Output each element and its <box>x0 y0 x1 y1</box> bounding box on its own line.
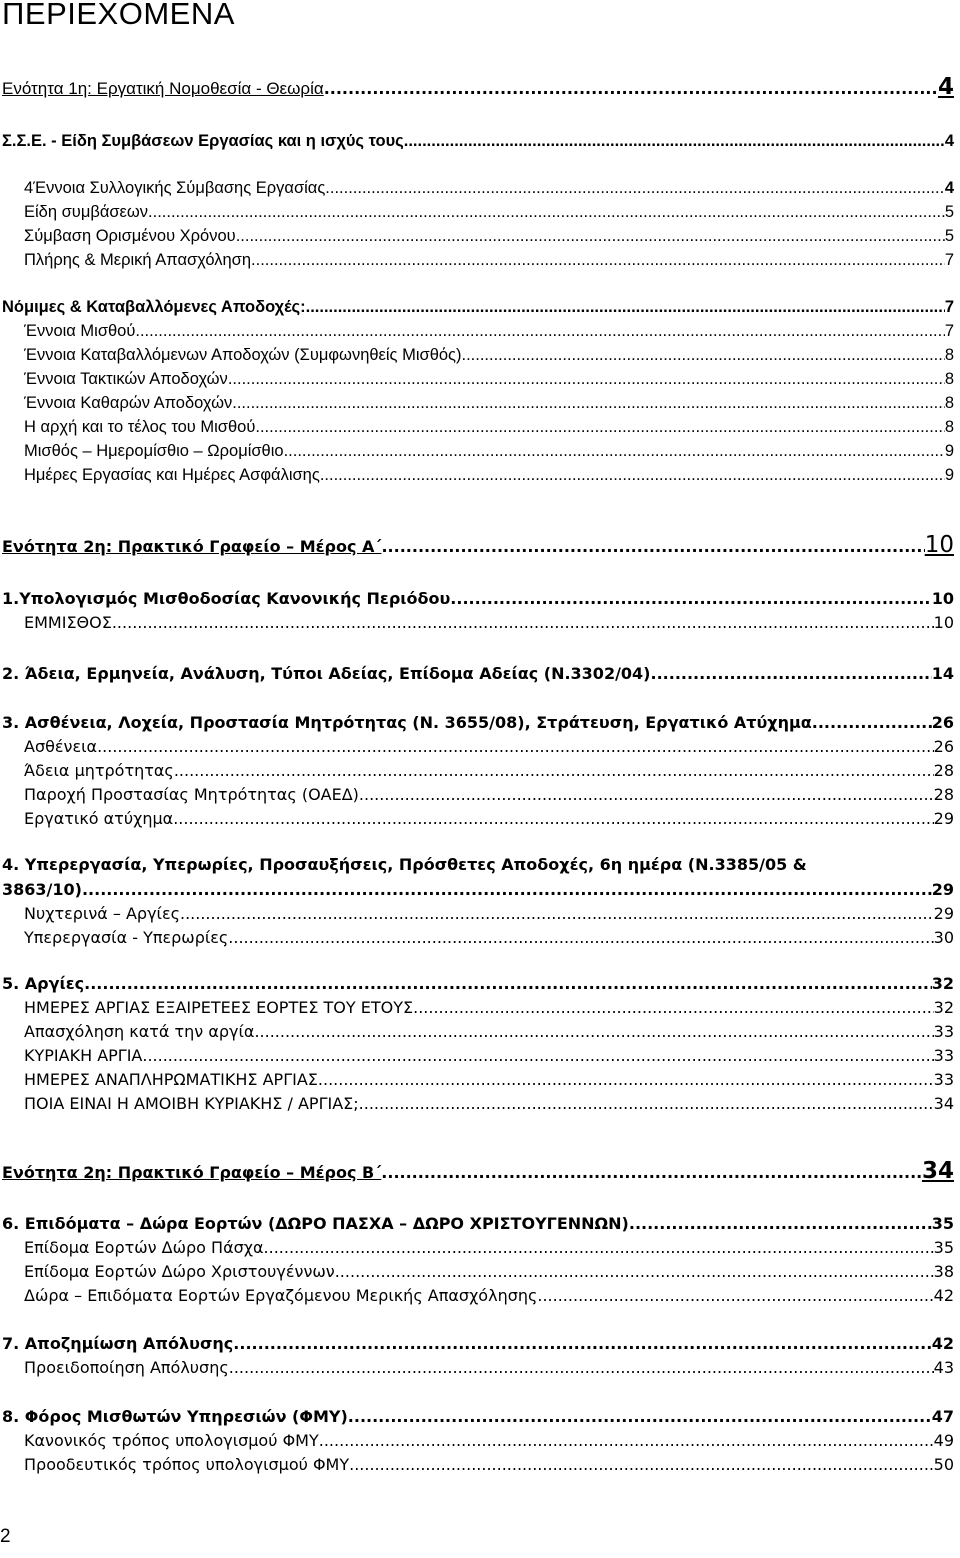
toc-entry-label: Νόμιμες & Καταβαλλόμενες Αποδοχές: <box>2 298 306 316</box>
toc-entry-subsection[interactable] <box>24 322 954 341</box>
toc-entry-label: Επίδομα Εορτών Δώρο Χριστουγέννων <box>24 1262 335 1281</box>
toc-entry-page: 33 <box>933 1070 954 1089</box>
toc-entry-label: Έννοια Μισθού <box>24 322 136 340</box>
toc-entry-label: Προοδευτικός τρόπος υπολογισμού ΦΜΥ <box>24 1455 350 1474</box>
toc-entry-page: 9 <box>944 466 954 484</box>
toc-entry-section[interactable] <box>2 1334 954 1353</box>
toc-entry-label: Ασθένεια <box>24 737 98 756</box>
toc-leader-dots <box>450 589 931 608</box>
toc-entry-label: 6. Επιδόματα – Δώρα Εορτών (ΔΩΡΟ ΠΑΣΧΑ – ΔΩΡΟ ΧΡΙΣΤΟΥΓΕΝΝΩΝ) <box>2 1214 629 1233</box>
toc-entry-subsection[interactable] <box>24 1094 954 1113</box>
toc-entry-page: 28 <box>933 761 954 780</box>
toc-entry-page: 8 <box>944 394 954 412</box>
toc-entry-subsection[interactable] <box>24 998 954 1017</box>
toc-entry-page: 35 <box>931 1214 954 1233</box>
toc-entry-label: Σ.Σ.Ε. - Είδη Συμβάσεων Εργασίας και η ισχύς τους <box>2 132 404 150</box>
toc-leader-dots <box>462 346 945 365</box>
toc-entry-page: 10 <box>933 613 954 632</box>
toc-leader-dots <box>319 1431 934 1450</box>
toc-entry-section[interactable] <box>2 589 954 608</box>
toc-entry-unit-1[interactable] <box>2 74 954 100</box>
toc-entry-subsection[interactable] <box>24 227 954 246</box>
toc-entry-page: 42 <box>933 1286 954 1305</box>
toc-entry-page: 26 <box>933 737 954 756</box>
toc-entry-page: 7 <box>944 322 954 340</box>
toc-entry-page: 5 <box>944 203 954 221</box>
toc-entry-label: Έννοια Τακτικών Αποδοχών <box>24 370 228 388</box>
toc-entry-page: 38 <box>933 1262 954 1281</box>
toc-entry-subsection[interactable] <box>24 1262 954 1281</box>
toc-entry-label: 2. Άδεια, Ερμηνεία, Ανάλυση, Τύποι Αδείας, Επίδομα Αδείας (Ν.3302/04) <box>2 664 651 683</box>
toc-entry-page: 4 <box>937 74 954 100</box>
toc-entry-subsection[interactable] <box>24 179 954 198</box>
toc-entry-subsection[interactable] <box>24 251 954 270</box>
toc-entry-label: Εργατικό ατύχημα <box>24 809 174 828</box>
toc-entry-label: 7. Αποζημίωση Απόλυσης <box>2 1334 234 1353</box>
toc-entry-subsection[interactable] <box>24 1455 954 1474</box>
toc-entry-subsection[interactable] <box>24 1070 954 1089</box>
toc-entry-page: 8 <box>944 418 954 436</box>
toc-leader-dots <box>264 1238 934 1257</box>
toc-entry-page: 49 <box>933 1431 954 1450</box>
toc-leader-dots <box>254 1022 933 1041</box>
toc-entry-label: ΗΜΕΡΕΣ ΑΝΑΠΛΗΡΩΜΑΤΙΚΗΣ ΑΡΓΙΑΣ <box>24 1070 318 1089</box>
toc-entry-label: Υπερεργασία - Υπερωρίες <box>24 928 229 947</box>
toc-entry-label: Ημέρες Εργασίας και Ημέρες Ασφάλισης <box>24 466 320 484</box>
toc-entry-label: Απασχόληση κατά την αργία <box>24 1022 255 1041</box>
toc-entry-subsection[interactable] <box>24 1046 954 1065</box>
toc-entry-subsection[interactable] <box>24 1431 954 1450</box>
toc-entry-section[interactable] <box>2 298 954 317</box>
toc-entry-label: Είδη συμβάσεων <box>24 203 149 221</box>
toc-entry-label: Ενότητα 2η: Πρακτικό Γραφείο – Μέρος Α΄ <box>2 537 382 556</box>
toc-leader-dots <box>812 713 932 732</box>
toc-entry-page: 7 <box>944 251 954 269</box>
toc-entry-page: 47 <box>931 1407 954 1426</box>
toc-leader-dots <box>135 322 944 341</box>
toc-entry-page: 14 <box>931 664 954 683</box>
toc-leader-dots <box>413 998 934 1017</box>
toc-leader-dots <box>236 227 945 246</box>
toc-entry-page: 33 <box>933 1046 954 1065</box>
toc-entry-page: 4 <box>944 179 954 197</box>
toc-leader-dots <box>97 737 934 756</box>
toc-entry-subsection[interactable] <box>24 1238 954 1257</box>
toc-leader-dots <box>233 1334 931 1353</box>
toc-leader-dots <box>359 1094 934 1113</box>
toc-entry-page: 33 <box>933 1022 954 1041</box>
toc-leader-dots <box>324 79 938 98</box>
toc-entry-page: 7 <box>944 298 954 316</box>
toc-entry-section[interactable] <box>2 974 954 993</box>
toc-entry-page: 10 <box>924 532 954 558</box>
toc-entry-label: Μισθός – Ημερομίσθιο – Ωρομίσθιο <box>24 442 284 460</box>
toc-entry-label: Έννοια Καταβαλλόμενων Αποδοχών (Συμφωνηθείς Μισθός) <box>24 346 462 364</box>
toc-entry-label: Άδεια μητρότητας <box>24 761 174 780</box>
toc-entry-section[interactable] <box>2 664 954 683</box>
toc-entry-page: 29 <box>931 880 954 899</box>
toc-leader-dots <box>84 974 932 993</box>
toc-entry-subsection[interactable] <box>24 346 954 365</box>
toc-entry-subsection[interactable] <box>24 904 954 923</box>
toc-entry-page: 50 <box>933 1455 954 1474</box>
toc-leader-dots <box>381 1163 922 1182</box>
toc-leader-dots <box>173 809 933 828</box>
toc-entry-label: Έννοια Καθαρών Αποδοχών <box>24 394 233 412</box>
toc-entry-page: 34 <box>933 1094 954 1113</box>
toc-entry-page: 34 <box>921 1158 954 1184</box>
toc-entry-unit-2b[interactable] <box>2 1158 954 1184</box>
toc-entry-page: 32 <box>933 998 954 1017</box>
toc-entry-subsection[interactable] <box>24 418 954 437</box>
toc-entry-page: 30 <box>933 928 954 947</box>
toc-entry-unit-2a[interactable] <box>2 532 954 558</box>
toc-leader-dots <box>651 664 932 683</box>
toc-leader-dots <box>228 928 933 947</box>
toc-entry-page: 29 <box>933 904 954 923</box>
toc-entry-section-cont[interactable] <box>2 880 954 899</box>
toc-entry-label: Ενότητα 2η: Πρακτικό Γραφείο – Μέρος Β΄ <box>2 1163 382 1182</box>
toc-entry-subsection[interactable] <box>24 1022 954 1041</box>
toc-entry-page: 32 <box>931 974 954 993</box>
toc-entry-label: 4. Υπερεργασία, Υπερωρίες, Προσαυξήσεις, Πρόσθετες Αποδοχές, 6η ημέρα (Ν.3385/05 & <box>2 855 807 874</box>
toc-entry-subsection[interactable] <box>24 442 954 461</box>
toc-entry-page: 28 <box>933 785 954 804</box>
toc-entry-section[interactable] <box>2 855 954 874</box>
toc-leader-dots <box>318 1070 934 1089</box>
toc-entry-label: Δώρα – Επιδόματα Εορτών Εργαζόμενου Μερικής Απασχόλησης <box>24 1286 538 1305</box>
toc-entry-label: 4Έννοια Συλλογικής Σύμβασης Εργασίας <box>24 179 326 197</box>
toc-entry-label: ΠΟΙΑ ΕΙΝΑΙ Η ΑΜΟΙΒΗ ΚΥΡΙΑΚΗΣ / ΑΡΓΙΑΣ; <box>24 1094 359 1113</box>
toc-leader-dots <box>404 132 945 151</box>
toc-leader-dots <box>381 537 924 556</box>
toc-entry-page: 43 <box>933 1358 954 1377</box>
toc-leader-dots <box>229 1358 934 1377</box>
toc-entry-label: Επίδομα Εορτών Δώρο Πάσχα <box>24 1238 264 1257</box>
toc-leader-dots <box>174 761 934 780</box>
toc-entry-subsection[interactable] <box>24 394 954 413</box>
toc-entry-page: 9 <box>944 442 954 460</box>
toc-entry-subsection[interactable] <box>24 203 954 222</box>
toc-entry-subsection[interactable] <box>24 761 954 780</box>
toc-entry-subsection[interactable] <box>24 370 954 389</box>
toc-entry-label: Ενότητα 1η: Εργατική Νομοθεσία - Θεωρία <box>2 79 324 98</box>
toc-entry-page: 8 <box>944 346 954 364</box>
toc-leader-dots <box>251 251 945 270</box>
toc-entry-page: 29 <box>933 809 954 828</box>
page-number: 2 <box>0 1526 11 1547</box>
toc-leader-dots <box>629 1214 932 1233</box>
toc-entry-subsection[interactable] <box>24 785 954 804</box>
toc-entry-label: Πλήρης & Μερική Απασχόληση <box>24 251 252 269</box>
toc-leader-dots <box>306 298 945 317</box>
toc-entry-label: 1.Υπολογισμός Μισθοδοσίας Κανονικής Περιόδου <box>2 589 451 608</box>
toc-leader-dots <box>228 370 945 389</box>
toc-leader-dots <box>325 179 945 198</box>
toc-leader-dots <box>180 904 934 923</box>
toc-entry-label: ΕΜΜΙΣΘΟΣ <box>24 613 112 632</box>
toc-entry-subsection[interactable] <box>24 613 954 632</box>
toc-leader-dots <box>112 613 934 632</box>
toc-leader-dots <box>284 442 945 461</box>
toc-entry-label: Η αρχή και το τέλος του Μισθού <box>24 418 256 436</box>
toc-entry-subsection[interactable] <box>24 1358 954 1377</box>
toc-leader-dots <box>142 1046 933 1065</box>
toc-entry-subsection[interactable] <box>24 466 954 485</box>
toc-entry-subsection[interactable] <box>24 809 954 828</box>
toc-entry-label: ΗΜΕΡΕΣ ΑΡΓΙΑΣ ΕΞΑΙΡΕΤΕΕΣ ΕΟΡΤΕΣ ΤΟΥ ΕΤΟΥΣ <box>24 998 414 1017</box>
toc-entry-label: Κανονικός τρόπος υπολογισμού ΦΜΥ <box>24 1431 319 1450</box>
toc-entry-page: 5 <box>944 227 954 245</box>
toc-entry-label: 3. Ασθένεια, Λοχεία, Προστασία Μητρότητας (Ν. 3655/08), Στράτευση, Εργατικό Ατύχημα <box>2 713 812 732</box>
toc-entry-page: 8 <box>944 370 954 388</box>
toc-entry-page: 26 <box>931 713 954 732</box>
toc-entry-label: Νυχτερινά – Αργίες <box>24 904 180 923</box>
toc-entry-section[interactable] <box>2 132 954 151</box>
toc-leader-dots <box>335 1262 934 1281</box>
toc-entry-subsection[interactable] <box>24 928 954 947</box>
toc-leader-dots <box>349 1455 934 1474</box>
toc-entry-subsection[interactable] <box>24 737 954 756</box>
toc-entry-page: 4 <box>944 132 954 150</box>
toc-entry-label: Σύμβαση Ορισμένου Χρόνου <box>24 227 236 245</box>
toc-leader-dots <box>148 203 945 222</box>
toc-entry-section[interactable] <box>2 1214 954 1233</box>
toc-leader-dots <box>82 880 932 899</box>
toc-leader-dots <box>537 1286 933 1305</box>
toc-entry-page: 42 <box>931 1334 954 1353</box>
toc-entry-page: 10 <box>931 589 954 608</box>
toc-entry-label: 5. Αργίες <box>2 974 85 993</box>
toc-leader-dots <box>320 466 945 485</box>
toc-entry-section[interactable] <box>2 713 954 732</box>
toc-leader-dots <box>232 394 945 413</box>
toc-entry-section[interactable] <box>2 1407 954 1426</box>
toc-leader-dots <box>359 785 934 804</box>
toc-entry-label-cont: 3863/10) <box>2 880 82 899</box>
toc-title: ΠΕΡΙΕΧΟΜΕΝΑ <box>2 0 235 31</box>
toc-leader-dots <box>255 418 944 437</box>
toc-entry-subsection[interactable] <box>24 1286 954 1305</box>
toc-entry-label: ΚΥΡΙΑΚΗ ΑΡΓΙΑ <box>24 1046 143 1065</box>
toc-entry-page: 35 <box>933 1238 954 1257</box>
toc-entry-label: 8. Φόρος Μισθωτών Υπηρεσιών (ΦΜΥ) <box>2 1407 348 1426</box>
toc-entry-label: Προειδοποίηση Απόλυσης <box>24 1358 229 1377</box>
toc-leader-dots <box>348 1407 932 1426</box>
toc-entry-label: Παροχή Προστασίας Μητρότητας (ΟΑΕΔ) <box>24 785 359 804</box>
